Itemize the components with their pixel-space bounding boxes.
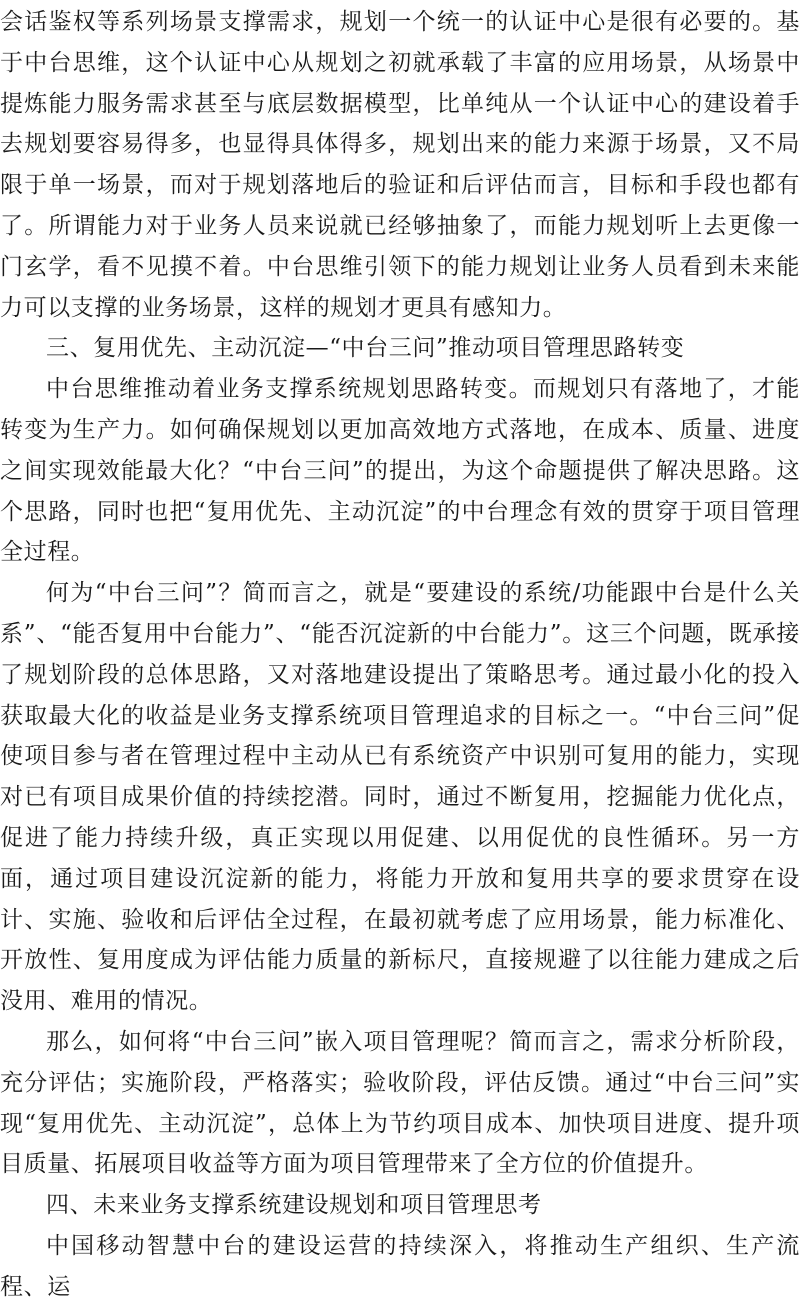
body-paragraph: 中台思维推动着业务支撑系统规划思路转变。而规划只有落地了，才能转变为生产力。如何确保规划以更加高效地方式落地，在成本、质量、进度之间实现效能最大化？“中台三问”的提出，为这个命题提供了解决思路。这个思路，同时也把“复用优先、主动沉淀”的中台理念有效的贯穿于项目管理全过程。 (0, 376, 800, 566)
body-paragraph: 何为“中台三问”？简而言之，就是“要建设的系统/功能跟中台是什么关系”、“能否复用中台能力”、“能否沉淀新的中台能力”。这三个问题，既承接了规划阶段的总体思路，又对落地建设提出了策略思考。通过最小化的投入获取最大化的收益是业务支撑系统项目管理追求的目标之一。“中台三问”促使项目参与者在管理过程中主动从已有系统资产中识别可复用的能力，实现对已有项目成果价值的持续挖潜。同时，通过不断复用，挖掘能力优化点，促进了能力持续升级，真正实现以用促建、以用促优的良性循环。另一方面，通过项目建设沉淀新的能力，将能力开放和复用共享的要求贯穿在设计、实施、验收和后评估全过程，在最初就考虑了应用场景，能力标准化、开放性、复用度成为评估能力质量的新标尺，直接规避了以往能力建成之后没用、难用的情况。 (0, 580, 800, 1015)
body-paragraph: 会话鉴权等系列场景支撑需求，规划一个统一的认证中心是很有必要的。基于中台思维，这个认证中心从规划之初就承载了丰富的应用场景，从场景中提炼能力服务需求甚至与底层数据模型，比单纯从一个认证中心的建设着手去规划要容易得多，也显得具体得多，规划出来的能力来源于场景，又不局限于单一场景，而对于规划落地后的验证和后评估而言，目标和手段也都有了。所谓能力对于业务人员来说就已经够抽象了，而能力规划听上去更像一门玄学，看不见摸不着。中台思维引领下的能力规划让业务人员看到未来能力可以支撑的业务场景，这样的规划才更具有感知力。 (0, 9, 800, 321)
section-heading: 四、未来业务支撑系统建设规划和项目管理思考 (46, 1192, 542, 1219)
section-heading: 三、复用优先、主动沉淀—“中台三问”推动项目管理思路转变 (46, 335, 685, 362)
body-paragraph: 那么，如何将“中台三问”嵌入项目管理呢？简而言之，需求分析阶段，充分评估；实施阶段，严格落实；验收阶段，评估反馈。通过“中台三问”实现“复用优先、主动沉淀”，总体上为节约项目成本、加快项目进度、提升项目质量、拓展项目收益等方面为项目管理带来了全方位的价值提升。 (0, 1028, 800, 1178)
body-paragraph: 中国移动智慧中台的建设运营的持续深入，将推动生产组织、生产流程、运 (0, 1232, 800, 1300)
